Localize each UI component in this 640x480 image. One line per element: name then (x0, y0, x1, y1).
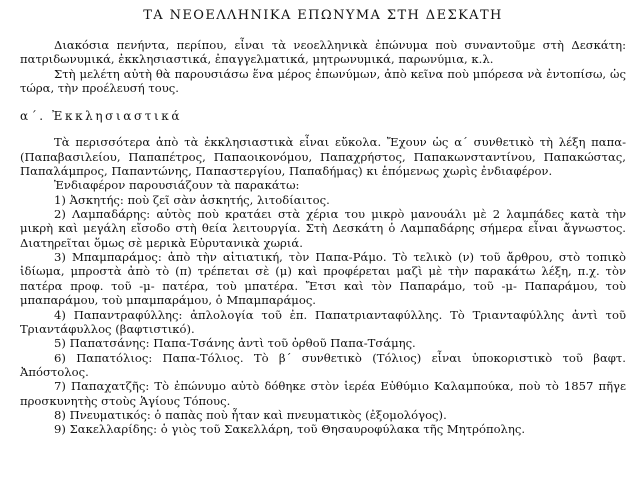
list-item: 4) Παπαντραφύλλης: ἀπλολογία τοῦ ἐπ. Παπατριανταφύλλης. Τὸ Τριανταφύλλης ἀντὶ τοῦ Τριαντάφυλλος (βαφτιστικό). (20, 307, 626, 336)
list-item: 8) Πνευματικός: ὁ παπὰς ποὺ ἦταν καὶ πνευματικὸς (ἐξομολόγος). (54, 407, 447, 422)
list-item: 6) Παπατόλιος: Παπα-Τόλιος. Τὸ β΄ συνθετικὸ (Τόλιος) εἶναι ὑποκοριστικὸ τοῦ βαφτ. Ἀπόστολος. (20, 350, 626, 379)
list-item: 5) Παπατσάνης: Παπα-Τσάνης ἀντὶ τοῦ ὀρθοῦ Παπα-Τσάμης. (54, 336, 416, 351)
list-item: 1) Ἀσκητής: ποὺ ζεῖ σὰν ἀσκητής, λιτοδίαιτος. (54, 192, 330, 207)
section-paragraph: Ἐνδιαφέρον παρουσιάζουν τὰ παρακάτω: (54, 178, 300, 193)
document-title: ΤΑ ΝΕΟΕΛΛΗΝΙΚΑ ΕΠΩΝΥΜΑ ΣΤΗ ΔΕΣΚΑΤΗ (143, 8, 503, 23)
list-item: 2) Λαμπαδάρης: αὐτὸς ποὺ κρατάει στὰ χέρια του μικρὸ μανουάλι μὲ 2 λαμπάδες κατὰ τὴν μικρὴ καὶ μεγάλη εἴσοδο στὴ θεία λειτουργία. Στὴ Δεσκάτη ὁ Λαμπαδάρης σήμερα εἶναι ἄγνωστος. Διατηρεῖται ὅμως σὲ μερικὰ Εὐρυτανικὰ χωριά. (20, 207, 626, 250)
list-item: 7) Παπαχατζῆς: Τὸ ἐπώνυμο αὐτὸ δόθηκε στὸν ἱερέα Εὐθύμιο Καλαμπούκα, ποὺ τὸ 1857 πῆγε προσκυνητὴς στοὺς Ἁγίους Τόπους. (20, 379, 626, 408)
list-item: 9) Σακελλαρίδης: ὁ γιὸς τοῦ Σακελλάρη, τοῦ Θησαυροφύλακα τῆς Μητρόπολης. (54, 422, 526, 437)
section-paragraph: Τὰ περισσότερα ἀπὸ τὰ ἐκκλησιαστικὰ εἶναι εὔκολα. Ἔχουν ὡς α΄ συνθετικὸ τὴ λέξη παπα- (Παπαβασιλείου, Παπαπέτρος, Παπαοικονόμου, Παπαχρήστος, Παπακωνσταντίνου, Παπακώστας, Παπαλάμπρος, Παπαντώνης, Παπαστεργίου, Παπαδήμας) κι ἑπόμενως χωρὶς ἐνδιαφέρον. (20, 135, 626, 179)
intro-paragraph: Διακόσια πενήντα, περίπου, εἶναι τὰ νεοελληνικὰ ἐπώνυμα ποὺ συναντοῦμε στὴ Δεσκάτη: πατριδωνυμικά, ἐκκλησιαστικά, ἐπαγγελματικά, μητρωνυμικά, παρωνύμια, κ.λ. (20, 38, 626, 67)
list-item: 3) Μπαμπαράμος: ἀπὸ τὴν αἰτιατική, τὸν Παπα-Ράμο. Τὸ τελικὸ (ν) τοῦ ἄρθρου, στὸ τοπικὸ ἰδίωμα, μπροστὰ ἀπὸ τὸ (π) τρέπεται σὲ (μ) καὶ προφέρεται μαζὶ μὲ τὴν παρακάτω λέξη, π.χ. τὸν πατέρα προφ. τοῦ -μ- πατέρα, τοὺ μπατέρα. Ἔτσι καὶ τὸν Παπαράμο, τοῦ -μ- Παπαράμου, τοὺ μπαπαράμου, τοὺ μπαμπαράμου, ὁ Μπαμπαράμος. (20, 250, 626, 308)
intro-paragraph: Στὴ μελέτη αὐτὴ θὰ παρουσιάσω ἕνα μέρος ἐπωνύμων, ἀπὸ κεῖνα ποὺ μπόρεσα νὰ ἐντοπίσω, ὡς τώρα, τὴν προέλευσή τους. (20, 66, 626, 96)
section-heading: α΄. Ἐκκλησιαστικά (20, 109, 183, 124)
